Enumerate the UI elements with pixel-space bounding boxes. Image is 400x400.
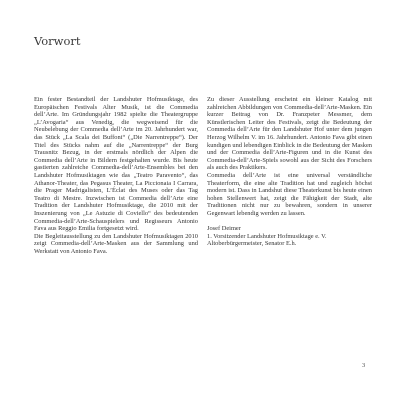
signature-title-2: Altoberbürgermeister, Senator E.h. — [207, 240, 297, 248]
left-text-column — [34, 96, 198, 255]
page-number: 3 — [362, 362, 366, 369]
signature-title-1: 1. Vorsitzender Landshuter Hofmusiktage e. V. — [207, 232, 327, 240]
signature-block — [207, 225, 372, 248]
left-paragraph-1: Ein fester Bestandteil der Landshuter Hofmusiktage, des Europäischen Festivals Alter Musik, ist die Commedia dell’Arte. Im Gründungsjahr 1982 spielte die Theatergruppe „L’Avogaria“ aus Venedig, die wegweisend für die Neubelebung der Commedia dell’Arte im 20. Jahrhundert war, das Stück „La Scala dei Buffoni“ („Die Narrentreppe“). Der Titel des Stücks nahm auf die „Narrentreppe“ der Burg Trausnitz Bezug, in der erstmals nördlich der Alpen die Commedia dell’Arte in Bildern festgehalten wurde. Bis heute gastierten zahlreiche Commedia-dell’Arte-Ensembles bei den Landshuter Hofmusiktagen wie das „Teatro Paravento“, das Athanor-Theater, das Pegasus Theater, La Piccionaia I Carrara, die Prager Madrigalisten, L’Éclat des Muses oder das Tag Teatro di Mestre. Inzwischen ist Commedia dell’Arte eine Tradition der Landshuter Hofmusiktage, die 2010 mit der Inszenierung von „Le Astuzie di Coviello“ des bedeutenden Commedia-dell’Arte-Schauspielers und Regisseurs Antonio Fava aus Reggio Emilia fortgesetzt wird. — [34, 96, 198, 233]
right-paragraph-1: Zu dieser Ausstellung erscheint ein kleiner Katalog mit zahlreichen Abbildungen von Commedia-dell’Arte-Masken. Ein kurzer Beitrag von Dr. Franzpeter Messmer, dem Künstlerischen Leiter des Festivals, zeigt die Bedeutung der Commedia dell’Arte für den Landshuter Hof unter dem jungen Herzog Wilhelm V. im 16. Jahrhundert. Antonio Fava gibt einen kundigen und lebendigen Einblick in die Bedeutung der Masken und der Commedia dell’Arte-Figuren und in die Kunst des Commedia-dell’Arte-Spiels sowohl aus der Sicht des Forschers als auch des Praktikers. — [207, 96, 372, 172]
left-paragraph-2: Die Begleitausstellung zu den Landshuter Hofmusiktagen 2010 zeigt Commedia-dell’Arte-Masken aus der Sammlung und Werkstatt von Antonio Fava. — [34, 232, 198, 255]
right-text-column — [207, 96, 372, 248]
right-paragraph-2: Commedia dell’Arte ist eine universal verständliche Theaterform, die eine alte Tradition hat und zugleich höchst modern ist. Dass in Landshut diese Theaterkunst bis heute einen hohen Stellenwert hat, zeigt die Fähigkeit der Stadt, alte Traditionen nicht nur zu bewahren, sondern in unserer Gegenwart lebendig werden zu lassen. — [207, 171, 372, 217]
signature-name: Josef Deimer — [207, 225, 241, 233]
page-heading: Vorwort — [34, 34, 81, 48]
